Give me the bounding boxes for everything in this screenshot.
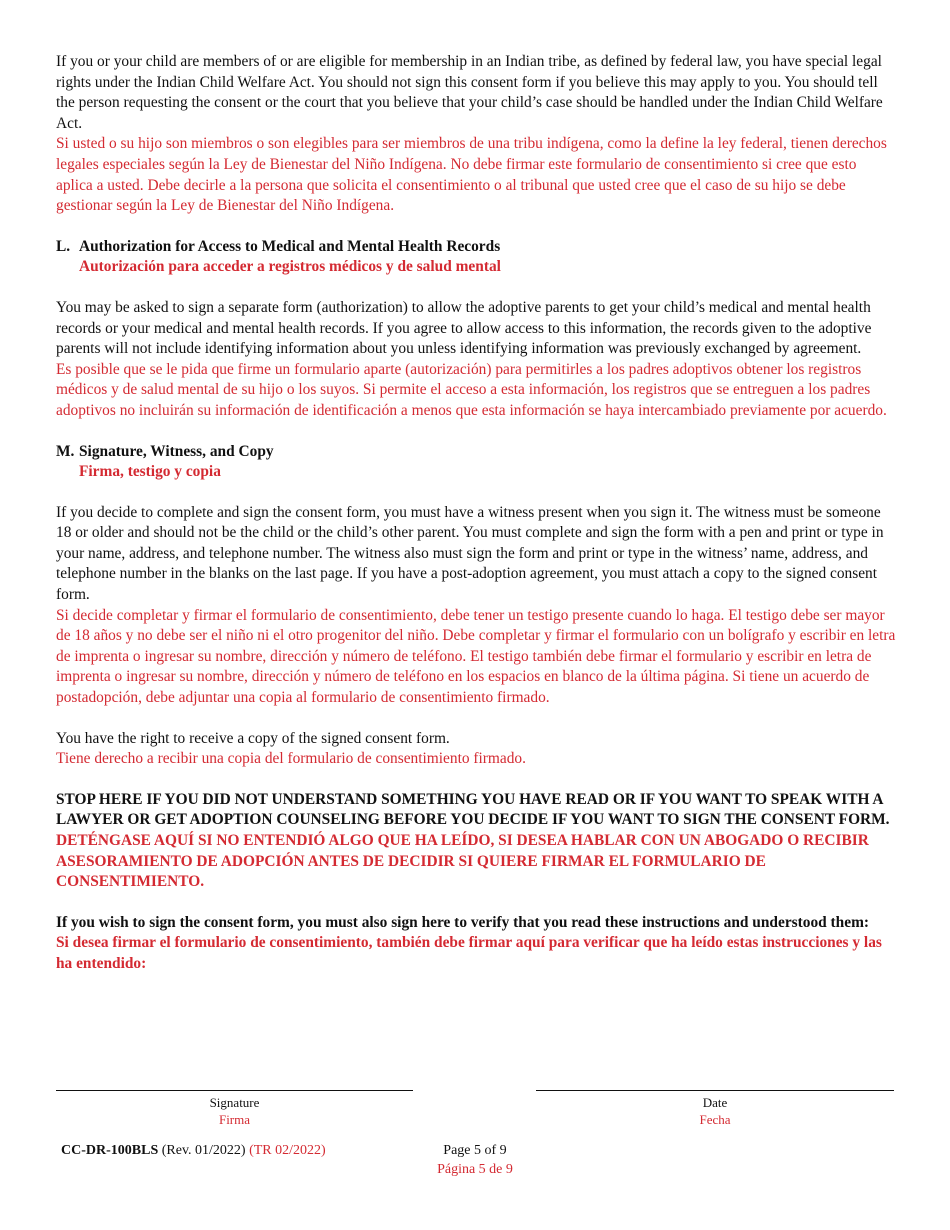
section-m-title-es: Firma, testigo y copia (79, 463, 221, 481)
date-label-es: Fecha (699, 1112, 731, 1127)
page-number-en: Page 5 of 9 (443, 1143, 507, 1158)
section-m-body (56, 503, 896, 709)
date-line[interactable] (536, 1090, 894, 1091)
icwa-paragraph-en: If you or your child are members of or are eligible for membership in an Indian tribe, as defined by federal law, you have special legal rights under the Indian Child Welfare Act. You should not sign this consent form if you believe this may apply to you. You should tell the person requesting the consent or the court that you believe that your child’s case should be handled under the Indian Child Welfare Act. (56, 53, 883, 132)
signature-label (56, 1094, 413, 1128)
section-m-letter: M. (56, 442, 75, 460)
section-m-heading (56, 442, 896, 483)
form-translation-revision: (TR 02/2022) (249, 1143, 326, 1158)
section-l-body (56, 298, 896, 422)
icwa-paragraph-es: Si usted o su hijo son miembros o son elegibles para ser miembros de una tribu indígena, como la define la ley federal, tienen derechos legales especiales según la Ley de Bienestar del Niño Indígena. No debe firmar este formulario de consentimiento si cree que esto aplica a usted. Debe decirle a la persona que solicita el consentimiento o al tribunal que usted cree que el caso de su hijo se debe gestionar según la Ley de Bienestar del Niño Indígena. (56, 135, 887, 215)
form-revision: (Rev. 01/2022) (161, 1143, 246, 1158)
section-m-title-en: Signature, Witness, and Copy (79, 442, 274, 460)
signature-row (56, 1090, 894, 1130)
page-number (433, 1141, 517, 1179)
section-l-paragraph-es: Es posible que se le pida que firme un formulario aparte (autorización) para permitirles a los padres adoptivos obtener los registros médicos y de salud mental de su hijo o los suyos. Si permite el acceso a esta información, los registros que se entreguen a los padres adoptivos no incluirán su información de identificación a menos que esta información se haya intercambiado previamente por acuerdo. (56, 360, 887, 419)
form-code: CC-DR-100BLS (61, 1143, 159, 1158)
section-m-paragraph-es: Si decide completar y firmar el formulario de consentimiento, debe tener un testigo presente cuando lo haga. El testigo debe ser mayor de 18 años y no debe ser el niño ni el otro progenitor del niño. Debe completar y firmar el formulario con un bolígrafo y escribir en letra de imprenta o ingresar su nombre, dirección y número de teléfono. El testigo también debe firmar el formulario y escribir en letra de imprenta o ingresar su nombre, dirección y número de teléfono en los espacios en blanco de la última página. Si tiene un acuerdo de postadopción, debe adjuntar una copia al formulario de consentimiento firmado. (56, 606, 896, 707)
section-l-paragraph-en: You may be asked to sign a separate form (authorization) to allow the adoptive parents to get your child’s medical and mental health records or your medical and mental health records. If you agree to allow access to this information, the records given to the adoptive parents will not include identifying information about you unless identifying information was previously exchanged by agreement. (56, 298, 872, 358)
verify-instructions-es: Si desea firmar el formulario de consentimiento, también debe firmar aquí para verificar que ha leído estas instrucciones y las ha entendido: (56, 934, 882, 972)
page-number-es: Página 5 de 9 (437, 1162, 513, 1177)
signature-label-es: Firma (218, 1112, 251, 1127)
verify-instructions-en: If you wish to sign the consent form, you must also sign here to verify that you read these instructions and understood them: (56, 913, 870, 931)
section-l-title-en: Authorization for Access to Medical and Mental Health Records (79, 237, 501, 255)
date-label-en: Date (702, 1095, 728, 1110)
signature-line[interactable] (56, 1090, 413, 1091)
copy-right-section (56, 729, 896, 770)
date-label (536, 1094, 894, 1128)
section-l-heading (56, 237, 896, 278)
stop-warning-en: STOP HERE IF YOU DID NOT UNDERSTAND SOMETHING YOU HAVE READ OR IF YOU WANT TO SPEAK WITH A LAWYER OR GET ADOPTION COUNSELING BEFORE YOU DECIDE IF YOU WANT TO SIGN THE CONSENT FORM. (56, 790, 890, 829)
icwa-section (56, 52, 896, 217)
section-l-title-es: Autorización para acceder a registros médicos y de salud mental (79, 258, 501, 276)
form-number (61, 1141, 326, 1160)
verify-instructions (56, 913, 896, 975)
stop-warning (56, 790, 896, 893)
signature-label-en: Signature (209, 1095, 260, 1110)
stop-warning-es: DETÉNGASE AQUÍ SI NO ENTENDIÓ ALGO QUE HA LEÍDO, SI DESEA HABLAR CON UN ABOGADO O RECIBIR ASESORAMIENTO DE ADOPCIÓN ANTES DE DECIDIR SI QUIERE FIRMAR EL FORMULARIO DE CONSENTIMIENTO. (56, 832, 869, 891)
copy-right-en: You have the right to receive a copy of the signed consent form. (56, 729, 450, 747)
section-l-letter: L. (56, 237, 71, 255)
section-m-paragraph-en: If you decide to complete and sign the consent form, you must have a witness present when you sign it. The witness must be someone 18 or older and should not be the child or the child’s other parent. You must complete and sign the form with a pen and print or type in your name, address, and telephone number. The witness also must sign the form and print or type in the witness’ name, address, and telephone number in the blanks on the last page. If you have a post-adoption agreement, you must attach a copy to the signed consent form. (56, 503, 884, 604)
copy-right-es: Tiene derecho a recibir una copia del formulario de consentimiento firmado. (56, 750, 526, 768)
document-body (56, 52, 896, 995)
